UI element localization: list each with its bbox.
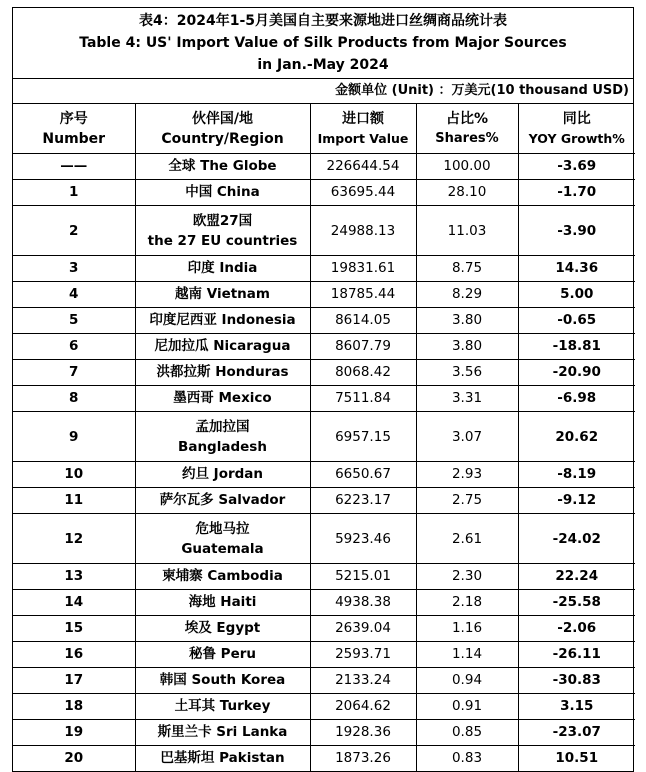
row-growth: 20.62 [518, 412, 635, 462]
table-row [13, 720, 635, 746]
row-growth: -30.83 [518, 668, 635, 694]
table-row [13, 386, 635, 412]
silk-import-table-document [12, 7, 634, 772]
row-share: 2.30 [416, 564, 518, 590]
table-row [13, 694, 635, 720]
row-country: 尼加拉瓜 Nicaragua [135, 334, 310, 360]
row-import-value: 63695.44 [310, 180, 416, 206]
row-number: 20 [13, 746, 135, 772]
table-row [13, 564, 635, 590]
row-share: 8.29 [416, 282, 518, 308]
table-row [13, 180, 635, 206]
row-share: 3.31 [416, 386, 518, 412]
row-share: 0.83 [416, 746, 518, 772]
row-share: 28.10 [416, 180, 518, 206]
row-number: 16 [13, 642, 135, 668]
table-row [13, 154, 635, 180]
row-import-value: 2639.04 [310, 616, 416, 642]
row-growth: 5.00 [518, 282, 635, 308]
table-title [13, 8, 633, 79]
table-row [13, 412, 635, 462]
row-number: 19 [13, 720, 135, 746]
header-number-cn: 序号 [59, 110, 88, 127]
unit-note: 金额单位 (Unit) ：万美元(10 thousand USD) [13, 79, 633, 104]
table-row [13, 514, 635, 564]
import-value-table [13, 104, 635, 771]
row-country: 墨西哥 Mexico [135, 386, 310, 412]
header-growth-en: YOY Growth% [528, 130, 625, 146]
row-country: 秘鲁 Peru [135, 642, 310, 668]
title-chinese: 表4：2024年1-5月美国自主要来源地进口丝绸商品统计表 [139, 13, 507, 29]
row-import-value: 6957.15 [310, 412, 416, 462]
row-number: 12 [13, 514, 135, 564]
row-country: 印度 India [135, 256, 310, 282]
row-share: 3.56 [416, 360, 518, 386]
row-import-value: 8068.42 [310, 360, 416, 386]
table-row [13, 360, 635, 386]
header-row [13, 104, 635, 154]
table-row [13, 642, 635, 668]
row-share: 2.93 [416, 462, 518, 488]
row-import-value: 1928.36 [310, 720, 416, 746]
row-growth: -26.11 [518, 642, 635, 668]
row-number: 3 [13, 256, 135, 282]
header-growth-cn: 同比 [562, 110, 591, 127]
row-share: 0.91 [416, 694, 518, 720]
row-import-value: 24988.13 [310, 206, 416, 256]
table-row [13, 334, 635, 360]
row-import-value: 8614.05 [310, 308, 416, 334]
row-growth: -23.07 [518, 720, 635, 746]
table-row [13, 668, 635, 694]
row-country: 全球 The Globe [135, 154, 310, 180]
row-share: 3.80 [416, 334, 518, 360]
header-value-cn: 进口额 [342, 110, 384, 127]
row-country-en: Bangladesh [178, 438, 267, 455]
row-import-value: 2133.24 [310, 668, 416, 694]
row-share: 3.07 [416, 412, 518, 462]
header-import-value [310, 104, 416, 154]
row-growth: -6.98 [518, 386, 635, 412]
row-share: 8.75 [416, 256, 518, 282]
row-growth: -1.70 [518, 180, 635, 206]
header-number-en: Number [42, 130, 106, 147]
header-share-en: Shares% [435, 130, 499, 146]
table-row [13, 308, 635, 334]
row-share: 0.94 [416, 668, 518, 694]
row-import-value: 7511.84 [310, 386, 416, 412]
row-import-value: 5923.46 [310, 514, 416, 564]
row-country: 萨尔瓦多 Salvador [135, 488, 310, 514]
row-import-value: 1873.26 [310, 746, 416, 772]
row-import-value: 8607.79 [310, 334, 416, 360]
row-import-value: 226644.54 [310, 154, 416, 180]
table-row [13, 488, 635, 514]
row-growth: -3.90 [518, 206, 635, 256]
row-country [135, 206, 310, 256]
row-number: 7 [13, 360, 135, 386]
table-row [13, 206, 635, 256]
table-row [13, 282, 635, 308]
row-country-cn: 欧盟27国 [192, 212, 253, 229]
header-yoy-growth [518, 104, 635, 154]
row-growth: -9.12 [518, 488, 635, 514]
row-number: 13 [13, 564, 135, 590]
row-country: 柬埔寨 Cambodia [135, 564, 310, 590]
row-country: 中国 China [135, 180, 310, 206]
row-import-value: 4938.38 [310, 590, 416, 616]
row-country [135, 412, 310, 462]
table-row [13, 616, 635, 642]
row-number: 10 [13, 462, 135, 488]
row-number: 9 [13, 412, 135, 462]
row-country: 洪都拉斯 Honduras [135, 360, 310, 386]
row-country: 海地 Haiti [135, 590, 310, 616]
row-share: 3.80 [416, 308, 518, 334]
row-country: 印度尼西亚 Indonesia [135, 308, 310, 334]
row-share: 0.85 [416, 720, 518, 746]
header-shares [416, 104, 518, 154]
row-import-value: 5215.01 [310, 564, 416, 590]
row-number: 18 [13, 694, 135, 720]
row-country-en: Guatemala [181, 540, 264, 557]
row-number: 2 [13, 206, 135, 256]
row-number: 11 [13, 488, 135, 514]
title-english-line2: in Jan.-May 2024 [257, 57, 389, 73]
row-growth: -25.58 [518, 590, 635, 616]
row-growth: 10.51 [518, 746, 635, 772]
row-country: 斯里兰卡 Sri Lanka [135, 720, 310, 746]
row-import-value: 6650.67 [310, 462, 416, 488]
row-import-value: 2064.62 [310, 694, 416, 720]
table-row [13, 256, 635, 282]
row-growth: -20.90 [518, 360, 635, 386]
row-number: 5 [13, 308, 135, 334]
row-share: 1.16 [416, 616, 518, 642]
row-country [135, 514, 310, 564]
row-growth: -24.02 [518, 514, 635, 564]
row-country: 土耳其 Turkey [135, 694, 310, 720]
row-share: 11.03 [416, 206, 518, 256]
title-english-line1: Table 4: US' Import Value of Silk Products from Major Sources [79, 35, 567, 51]
row-country: 韩国 South Korea [135, 668, 310, 694]
row-growth: 22.24 [518, 564, 635, 590]
row-import-value: 19831.61 [310, 256, 416, 282]
header-country-en: Country/Region [161, 130, 284, 147]
row-share: 2.18 [416, 590, 518, 616]
row-number: 4 [13, 282, 135, 308]
row-number: 8 [13, 386, 135, 412]
row-share: 2.61 [416, 514, 518, 564]
row-country: 约旦 Jordan [135, 462, 310, 488]
row-country-en: the 27 EU countries [147, 232, 298, 249]
row-share: 2.75 [416, 488, 518, 514]
row-country: 埃及 Egypt [135, 616, 310, 642]
row-country-cn: 危地马拉 [195, 520, 250, 537]
row-number: 6 [13, 334, 135, 360]
header-value-en: Import Value [317, 130, 409, 146]
row-number: 14 [13, 590, 135, 616]
row-import-value: 2593.71 [310, 642, 416, 668]
table-row [13, 746, 635, 772]
header-share-cn: 占比% [445, 110, 489, 127]
row-growth: -18.81 [518, 334, 635, 360]
row-growth: -8.19 [518, 462, 635, 488]
row-country-cn: 孟加拉国 [195, 418, 250, 435]
row-import-value: 6223.17 [310, 488, 416, 514]
row-share: 1.14 [416, 642, 518, 668]
row-number: 17 [13, 668, 135, 694]
row-growth: 14.36 [518, 256, 635, 282]
row-import-value: 18785.44 [310, 282, 416, 308]
header-country [135, 104, 310, 154]
row-number: —— [13, 154, 135, 180]
row-growth: -0.65 [518, 308, 635, 334]
row-country: 巴基斯坦 Pakistan [135, 746, 310, 772]
header-number [13, 104, 135, 154]
row-country: 越南 Vietnam [135, 282, 310, 308]
row-share: 100.00 [416, 154, 518, 180]
table-row [13, 462, 635, 488]
row-growth: 3.15 [518, 694, 635, 720]
row-growth: -2.06 [518, 616, 635, 642]
row-number: 1 [13, 180, 135, 206]
table-row [13, 590, 635, 616]
row-number: 15 [13, 616, 135, 642]
header-country-cn: 伙伴国/地 [191, 110, 254, 127]
row-growth: -3.69 [518, 154, 635, 180]
